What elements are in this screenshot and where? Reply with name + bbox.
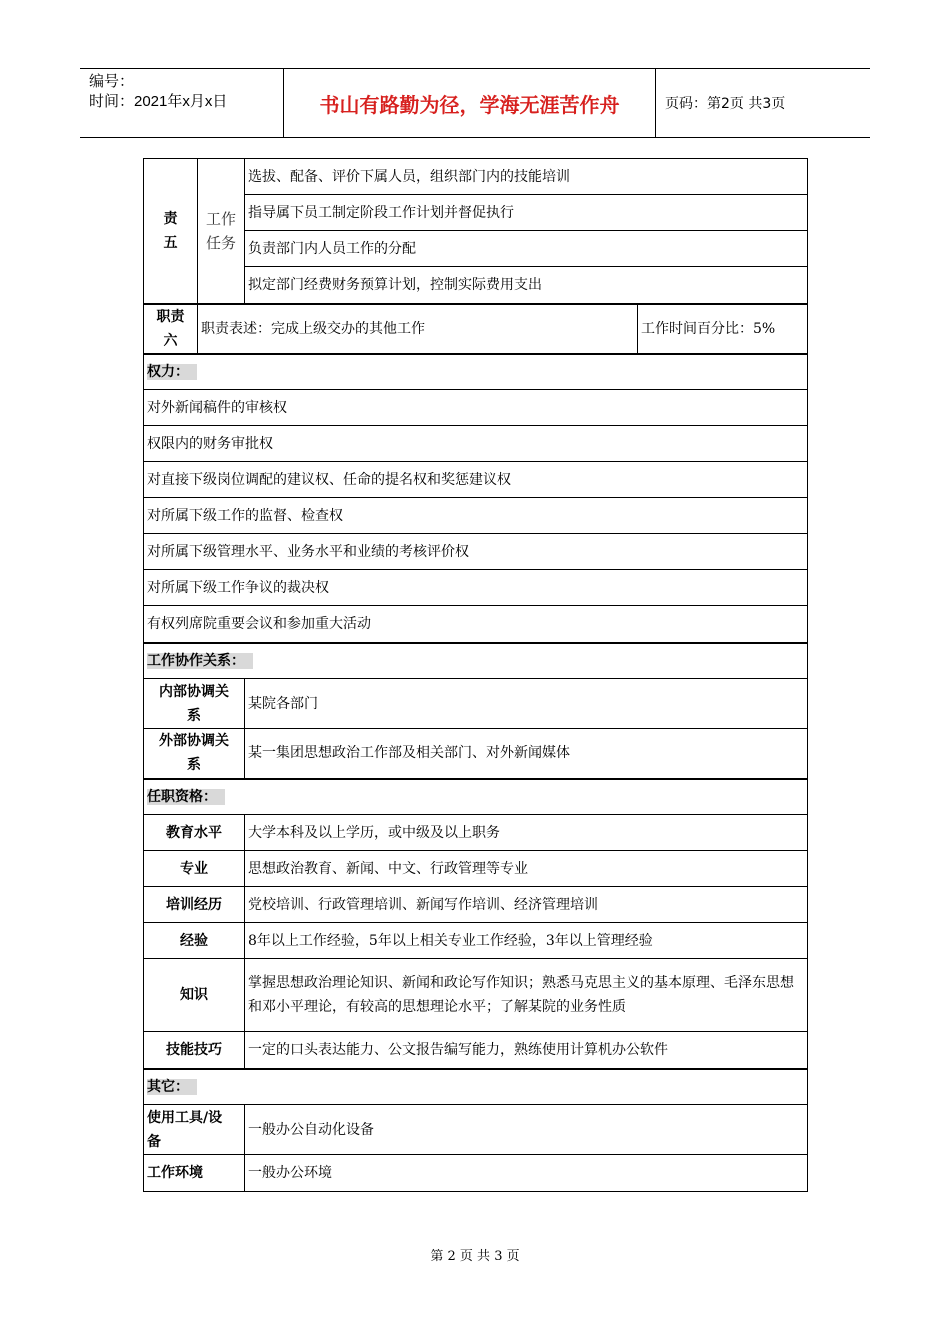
duty5-task: 选拔、配备、评价下属人员，组织部门内的技能培训	[245, 159, 808, 195]
duty6-label: 职责 六	[144, 304, 198, 354]
duty6-description: 职责表述：完成上级交办的其他工作	[198, 304, 638, 354]
power-item: 对直接下级岗位调配的建议权、任命的提名权和奖惩建议权	[144, 462, 808, 498]
qualification-value: 一定的口头表达能力、公文报告编写能力，熟练使用计算机办公软件	[245, 1032, 808, 1069]
tools-label: 使用工具/设 备	[144, 1105, 245, 1155]
time-label: 时间：2021年x月x日	[89, 93, 228, 110]
power-item: 权限内的财务审批权	[144, 426, 808, 462]
cooperation-section-header	[144, 643, 808, 679]
external-coordination-value: 某一集团思想政治工作部及相关部门、对外新闻媒体	[245, 729, 808, 779]
internal-coordination-label: 内部协调关 系	[144, 679, 245, 729]
job-description-table	[143, 158, 808, 1192]
power-item: 对所属下级管理水平、业务水平和业绩的考核评价权	[144, 534, 808, 570]
duty5-task: 负责部门内人员工作的分配	[245, 231, 808, 267]
power-item: 有权列席院重要会议和参加重大活动	[144, 606, 808, 643]
environment-value: 一般办公环境	[245, 1155, 808, 1192]
qualification-row	[144, 1032, 808, 1069]
duty5-subtitle: 工作 任务	[198, 159, 245, 304]
page-header	[80, 68, 870, 138]
qualification-row	[144, 851, 808, 887]
other-section-header	[144, 1069, 808, 1105]
other-title: 其它：	[147, 1079, 197, 1095]
environment-label: 工作环境	[144, 1155, 245, 1192]
cooperation-title: 工作协作关系：	[147, 653, 253, 669]
duty5-task: 指导属下员工制定阶段工作计划并督促执行	[245, 195, 808, 231]
qualification-row	[144, 959, 808, 1032]
tools-row	[144, 1105, 808, 1155]
external-coordination-row	[144, 729, 808, 779]
qualification-label: 经验	[144, 923, 245, 959]
power-item: 对所属下级工作争议的裁决权	[144, 570, 808, 606]
header-motto: 书山有路勤为径，学海无涯苦作舟	[283, 69, 656, 137]
qualifications-section-header	[144, 779, 808, 815]
qualification-label: 教育水平	[144, 815, 245, 851]
internal-coordination-value: 某院各部门	[245, 679, 808, 729]
duty6-time-percent: 工作时间百分比：5%	[638, 304, 808, 354]
power-item: 对所属下级工作的监督、检查权	[144, 498, 808, 534]
powers-title: 权力：	[147, 364, 197, 380]
qualification-row	[144, 815, 808, 851]
power-item: 对外新闻稿件的审核权	[144, 390, 808, 426]
qualification-label: 知识	[144, 959, 245, 1032]
qualification-value: 党校培训、行政管理培训、新闻写作培训、经济管理培训	[245, 887, 808, 923]
duty6-row	[144, 304, 808, 354]
header-meta	[80, 69, 283, 137]
tools-value: 一般办公自动化设备	[245, 1105, 808, 1155]
qualification-row	[144, 887, 808, 923]
internal-coordination-row	[144, 679, 808, 729]
external-coordination-label: 外部协调关 系	[144, 729, 245, 779]
number-label: 编号：	[89, 73, 135, 90]
qualification-value: 大学本科及以上学历，或中级及以上职务	[245, 815, 808, 851]
duty5-label: 责 五	[144, 159, 198, 304]
powers-section-header	[144, 354, 808, 390]
qualification-label: 技能技巧	[144, 1032, 245, 1069]
environment-row	[144, 1155, 808, 1192]
duty5-task: 拟定部门经费财务预算计划，控制实际费用支出	[245, 267, 808, 304]
qualification-value: 掌握思想政治理论知识、新闻和政论写作知识；熟悉马克思主义的基本原理、毛泽东思想和邓小平理论，有较高的思想理论水平；了解某院的业务性质	[245, 959, 808, 1032]
page-footer: 第 2 页 共 3 页	[430, 1249, 520, 1264]
header-page-label: 页码：第2页 共3页	[665, 96, 786, 112]
duty5-task-row	[144, 159, 808, 195]
qualification-value: 思想政治教育、新闻、中文、行政管理等专业	[245, 851, 808, 887]
qualification-label: 培训经历	[144, 887, 245, 923]
qualification-row	[144, 923, 808, 959]
qualification-value: 8年以上工作经验，5年以上相关专业工作经验，3年以上管理经验	[245, 923, 808, 959]
qualification-label: 专业	[144, 851, 245, 887]
qualifications-title: 任职资格：	[147, 789, 225, 805]
